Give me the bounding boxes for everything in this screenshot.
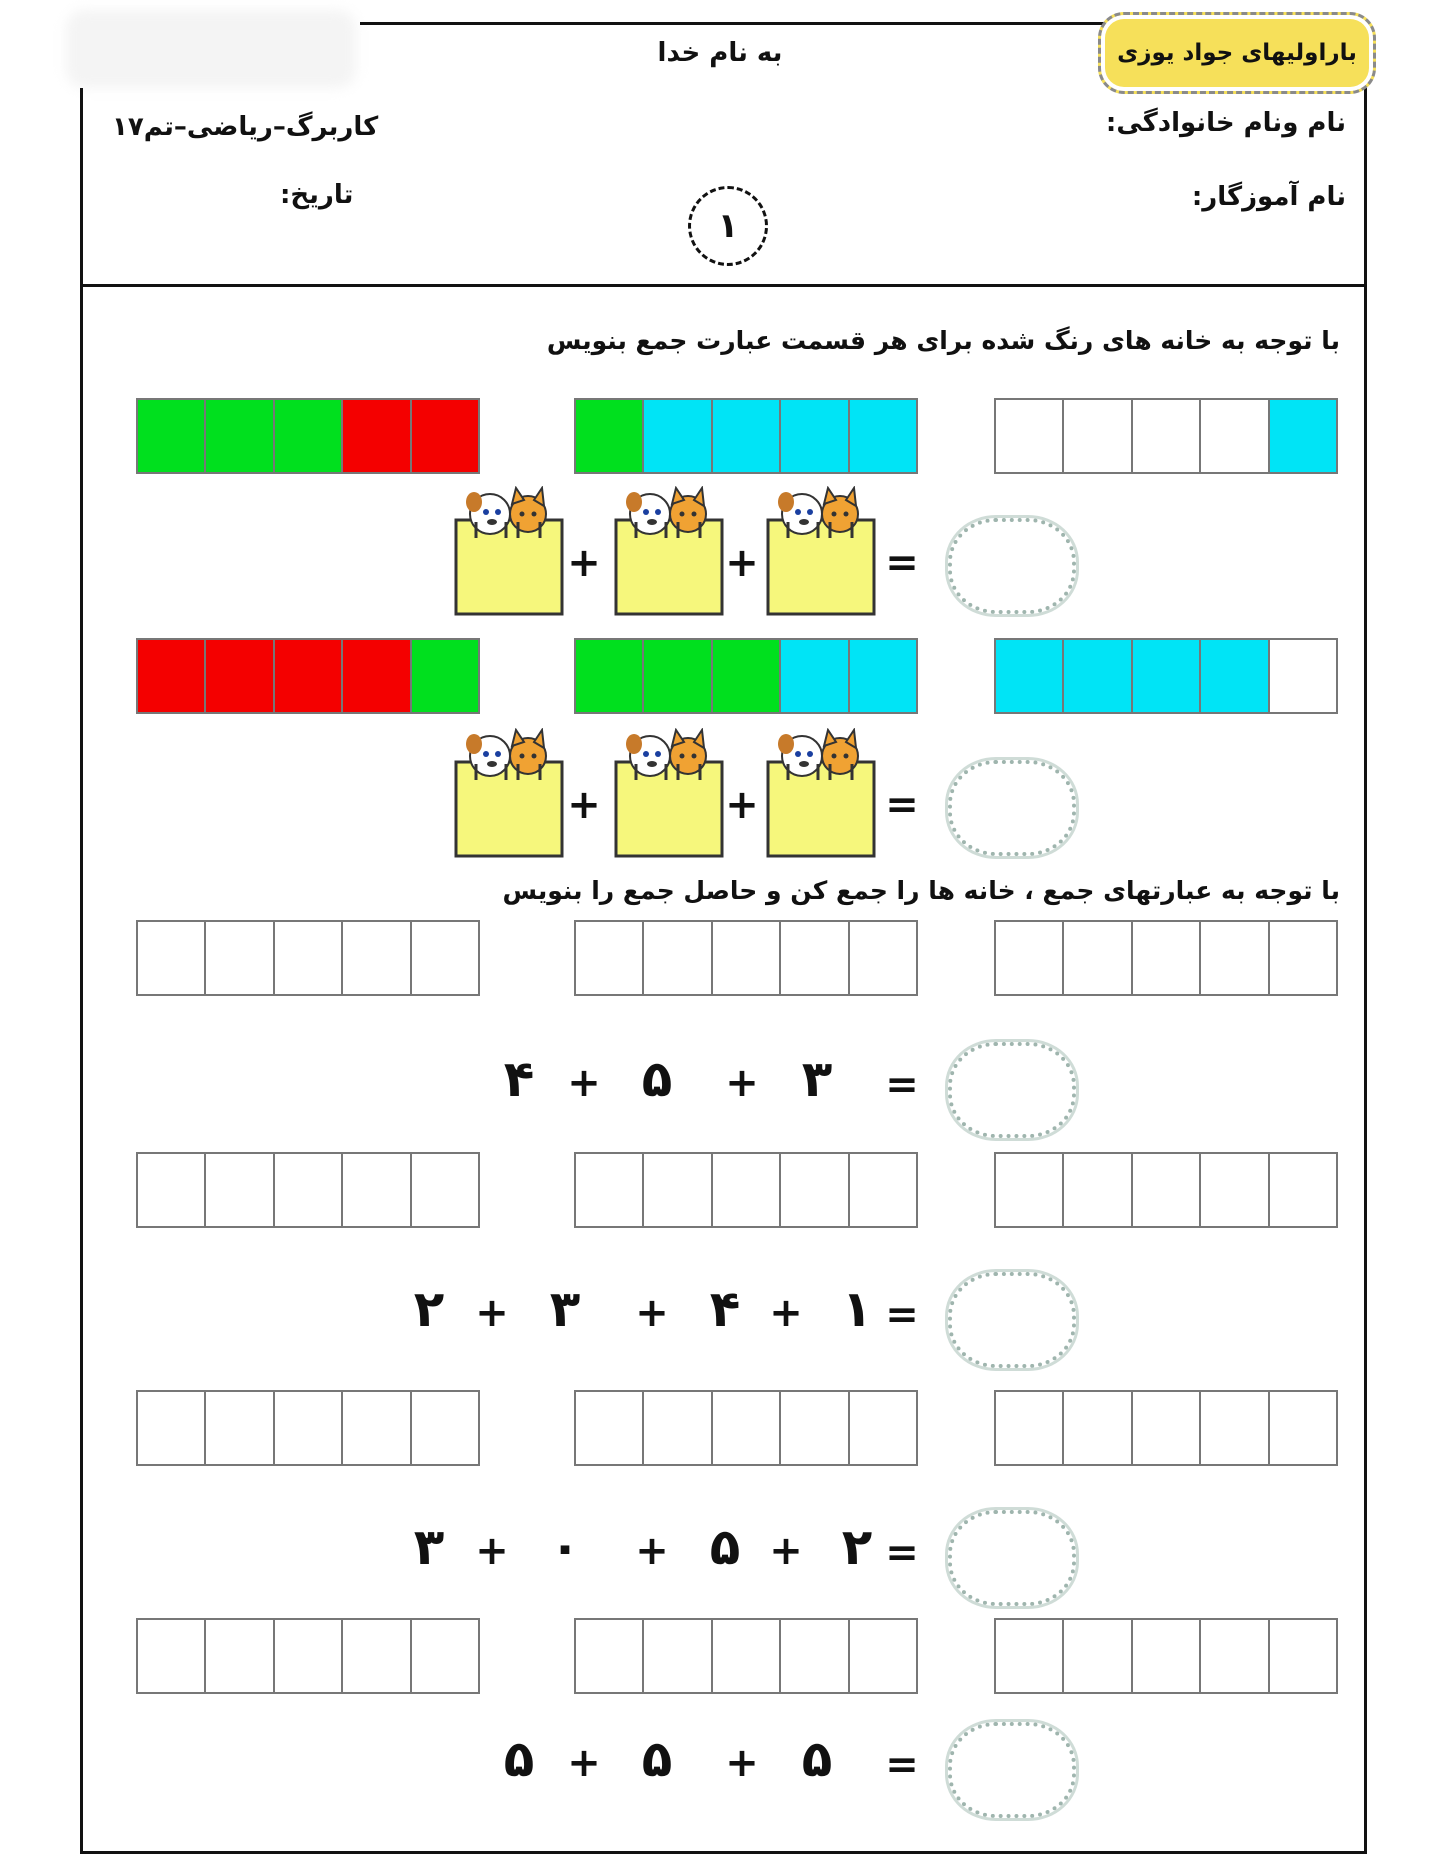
plus-sign: + xyxy=(475,1290,509,1336)
pet-box-icon[interactable] xyxy=(614,728,724,858)
strip-cell[interactable] xyxy=(206,1620,274,1692)
plus-sign: + xyxy=(769,1528,803,1574)
strip-cell[interactable] xyxy=(138,1154,206,1226)
teacher-name-label: نام آموزگار: xyxy=(1191,182,1346,212)
strip-cell[interactable] xyxy=(576,922,644,994)
answer-bubble[interactable] xyxy=(948,518,1076,614)
strip-cell[interactable] xyxy=(1270,1620,1336,1692)
strip-cell[interactable] xyxy=(1270,1392,1336,1464)
strip-cell[interactable] xyxy=(343,640,411,712)
answer-bubble[interactable] xyxy=(948,1722,1076,1818)
strip-cell[interactable] xyxy=(713,1154,781,1226)
addend-number: ۴ xyxy=(709,1280,741,1338)
addend-number: ۵ xyxy=(801,1730,833,1788)
strip-cell[interactable] xyxy=(996,922,1064,994)
counting-strip xyxy=(994,920,1338,996)
strip-cell[interactable] xyxy=(275,400,343,472)
strip-cell[interactable] xyxy=(1064,1620,1132,1692)
strip-cell[interactable] xyxy=(1064,400,1132,472)
pet-box-icon[interactable] xyxy=(454,486,564,616)
frame-right-border xyxy=(1364,88,1367,1853)
strip-cell[interactable] xyxy=(1133,1620,1201,1692)
strip-cell[interactable] xyxy=(781,1392,849,1464)
strip-cell[interactable] xyxy=(1064,1154,1132,1226)
answer-bubble[interactable] xyxy=(948,1272,1076,1368)
strip-cell[interactable] xyxy=(781,1620,849,1692)
plus-sign: + xyxy=(725,540,759,586)
cell-strip xyxy=(574,638,918,714)
cell-strip xyxy=(136,398,480,474)
strip-cell[interactable] xyxy=(996,640,1064,712)
strip-cell[interactable] xyxy=(1064,640,1132,712)
strip-cell[interactable] xyxy=(138,1620,206,1692)
brand-badge: باراولیهای جواد یوزی xyxy=(1098,12,1376,94)
cell-strip xyxy=(994,638,1338,714)
strip-cell[interactable] xyxy=(343,1620,411,1692)
plus-sign: + xyxy=(567,782,601,828)
strip-cell[interactable] xyxy=(343,1154,411,1226)
answer-bubble[interactable] xyxy=(948,1042,1076,1138)
pet-box-icon[interactable] xyxy=(614,486,724,616)
strip-cell[interactable] xyxy=(275,1392,343,1464)
strip-cell[interactable] xyxy=(138,400,206,472)
plus-sign: + xyxy=(567,1740,601,1786)
addend-number: ۵ xyxy=(641,1050,673,1108)
answer-bubble[interactable] xyxy=(948,760,1076,856)
addend-number: ۵ xyxy=(641,1730,673,1788)
cell-strip xyxy=(136,638,480,714)
strip-cell[interactable] xyxy=(412,1392,478,1464)
page-number-badge: ۱ xyxy=(688,186,768,266)
strip-cell[interactable] xyxy=(1270,922,1336,994)
strip-cell[interactable] xyxy=(1133,922,1201,994)
frame-left-border xyxy=(80,88,83,1853)
counting-strip xyxy=(994,1152,1338,1228)
counting-strip xyxy=(994,1390,1338,1466)
addend-number: ۳ xyxy=(801,1050,833,1108)
counting-strip xyxy=(574,1390,918,1466)
strip-cell[interactable] xyxy=(576,1620,644,1692)
equals-sign: = xyxy=(885,1062,919,1108)
equals-sign: = xyxy=(885,1742,919,1788)
strip-cell[interactable] xyxy=(138,922,206,994)
addend-number: ۵ xyxy=(709,1518,741,1576)
plus-sign: + xyxy=(725,782,759,828)
strip-cell[interactable] xyxy=(576,1392,644,1464)
strip-cell[interactable] xyxy=(850,640,916,712)
addend-number: ۳ xyxy=(413,1518,445,1576)
strip-cell[interactable] xyxy=(138,1392,206,1464)
strip-cell[interactable] xyxy=(576,400,644,472)
strip-cell[interactable] xyxy=(644,1620,712,1692)
header-separator xyxy=(80,284,1367,287)
strip-cell[interactable] xyxy=(275,1620,343,1692)
strip-cell[interactable] xyxy=(781,640,849,712)
equals-sign: = xyxy=(885,782,919,828)
section2-instruction: با توجه به عبارتهای جمع ، خانه ها را جمع کن و حاصل جمع را بنویس xyxy=(502,876,1340,905)
plus-sign: + xyxy=(725,1060,759,1106)
pet-box-icon[interactable] xyxy=(766,486,876,616)
counting-strip xyxy=(136,1390,480,1466)
strip-cell[interactable] xyxy=(1201,1620,1269,1692)
strip-cell[interactable] xyxy=(1270,640,1336,712)
strip-cell[interactable] xyxy=(850,1392,916,1464)
plus-sign: + xyxy=(475,1528,509,1574)
strip-cell[interactable] xyxy=(713,922,781,994)
cell-strip xyxy=(574,398,918,474)
strip-cell[interactable] xyxy=(1270,1154,1336,1226)
strip-cell[interactable] xyxy=(412,400,478,472)
strip-cell[interactable] xyxy=(850,1154,916,1226)
strip-cell[interactable] xyxy=(1201,1154,1269,1226)
strip-cell[interactable] xyxy=(412,922,478,994)
counting-strip xyxy=(136,1618,480,1694)
strip-cell[interactable] xyxy=(996,1154,1064,1226)
strip-cell[interactable] xyxy=(412,640,478,712)
strip-cell[interactable] xyxy=(713,1392,781,1464)
top-border-line xyxy=(360,22,1120,25)
strip-cell[interactable] xyxy=(206,1392,274,1464)
counting-strip xyxy=(574,1618,918,1694)
strip-cell[interactable] xyxy=(1064,922,1132,994)
strip-cell[interactable] xyxy=(343,400,411,472)
strip-cell[interactable] xyxy=(576,640,644,712)
strip-cell[interactable] xyxy=(275,1154,343,1226)
plus-sign: + xyxy=(725,1740,759,1786)
strip-cell[interactable] xyxy=(206,640,274,712)
strip-cell[interactable] xyxy=(1133,400,1201,472)
plus-sign: + xyxy=(567,1060,601,1106)
section1-instruction: با توجه به خانه های رنگ شده برای هر قسمت عبارت جمع بنویس xyxy=(546,326,1340,355)
frame-bottom-border xyxy=(80,1851,1367,1854)
strip-cell[interactable] xyxy=(1201,640,1269,712)
strip-cell[interactable] xyxy=(713,1620,781,1692)
addend-number: ۰ xyxy=(549,1518,581,1576)
addend-number: ۲ xyxy=(413,1280,445,1338)
strip-cell[interactable] xyxy=(576,1154,644,1226)
strip-cell[interactable] xyxy=(412,1620,478,1692)
strip-cell[interactable] xyxy=(850,922,916,994)
strip-cell[interactable] xyxy=(781,1154,849,1226)
addend-number: ۴ xyxy=(503,1050,535,1108)
strip-cell[interactable] xyxy=(781,922,849,994)
addend-number: ۵ xyxy=(503,1730,535,1788)
date-label: تاریخ: xyxy=(280,180,354,210)
strip-cell[interactable] xyxy=(781,400,849,472)
strip-cell[interactable] xyxy=(1133,1392,1201,1464)
strip-cell[interactable] xyxy=(1270,400,1336,472)
counting-strip xyxy=(136,1152,480,1228)
strip-cell[interactable] xyxy=(850,400,916,472)
plus-sign: + xyxy=(635,1290,669,1336)
strip-cell[interactable] xyxy=(996,400,1064,472)
addend-number: ۳ xyxy=(549,1280,581,1338)
equals-sign: = xyxy=(885,1530,919,1576)
strip-cell[interactable] xyxy=(713,640,781,712)
addend-number: ۱ xyxy=(841,1280,873,1338)
strip-cell[interactable] xyxy=(343,922,411,994)
strip-cell[interactable] xyxy=(206,922,274,994)
student-name-label: نام ونام خانوادگی: xyxy=(1105,108,1346,138)
strip-cell[interactable] xyxy=(996,1392,1064,1464)
worksheet-title: کاربرگ–ریاضی–تم۱۷ xyxy=(112,112,379,142)
equals-sign: = xyxy=(885,1292,919,1338)
strip-cell[interactable] xyxy=(275,922,343,994)
strip-cell[interactable] xyxy=(343,1392,411,1464)
strip-cell[interactable] xyxy=(1201,922,1269,994)
strip-cell[interactable] xyxy=(412,1154,478,1226)
plus-sign: + xyxy=(635,1528,669,1574)
strip-cell[interactable] xyxy=(644,1154,712,1226)
counting-strip xyxy=(574,920,918,996)
strip-cell[interactable] xyxy=(850,1620,916,1692)
strip-cell[interactable] xyxy=(206,400,274,472)
counting-strip xyxy=(574,1152,918,1228)
addend-number: ۲ xyxy=(841,1518,873,1576)
cell-strip xyxy=(994,398,1338,474)
strip-cell[interactable] xyxy=(138,640,206,712)
basmala-title: به نام خدا xyxy=(657,38,783,68)
strip-cell[interactable] xyxy=(1064,1392,1132,1464)
blurred-corner xyxy=(66,10,356,88)
strip-cell[interactable] xyxy=(1201,400,1269,472)
counting-strip xyxy=(994,1618,1338,1694)
strip-cell[interactable] xyxy=(1133,640,1201,712)
strip-cell[interactable] xyxy=(644,640,712,712)
pet-box-icon[interactable] xyxy=(766,728,876,858)
strip-cell[interactable] xyxy=(713,400,781,472)
strip-cell[interactable] xyxy=(1133,1154,1201,1226)
equals-sign: = xyxy=(885,540,919,586)
plus-sign: + xyxy=(567,540,601,586)
pet-box-icon[interactable] xyxy=(454,728,564,858)
strip-cell[interactable] xyxy=(275,640,343,712)
plus-sign: + xyxy=(769,1290,803,1336)
strip-cell[interactable] xyxy=(996,1620,1064,1692)
strip-cell[interactable] xyxy=(1201,1392,1269,1464)
strip-cell[interactable] xyxy=(644,922,712,994)
strip-cell[interactable] xyxy=(206,1154,274,1226)
answer-bubble[interactable] xyxy=(948,1510,1076,1606)
strip-cell[interactable] xyxy=(644,400,712,472)
counting-strip xyxy=(136,920,480,996)
strip-cell[interactable] xyxy=(644,1392,712,1464)
